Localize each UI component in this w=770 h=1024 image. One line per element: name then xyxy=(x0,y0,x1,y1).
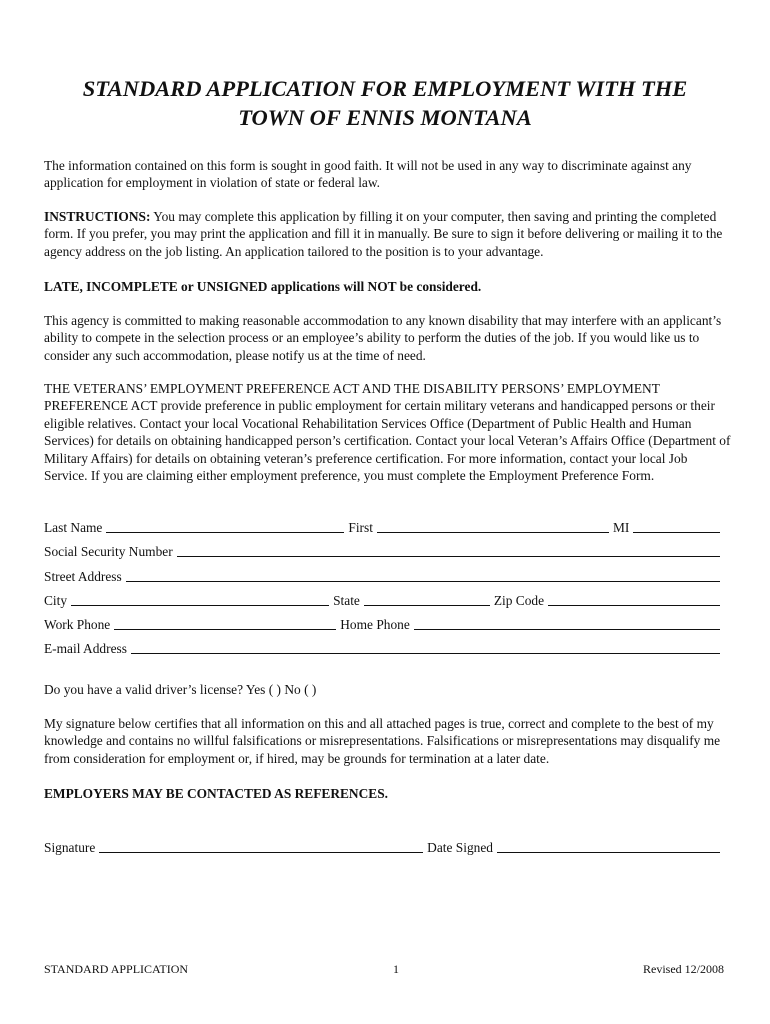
home-phone-field[interactable] xyxy=(414,617,720,630)
page-title xyxy=(0,74,770,132)
state-field[interactable] xyxy=(364,593,490,606)
late-notice: LATE, INCOMPLETE or UNSIGNED applications will NOT be considered. xyxy=(44,279,482,294)
home-phone-label: Home Phone xyxy=(340,617,410,632)
city-label: City xyxy=(44,593,68,608)
intro-paragraph: The information contained on this form is sought in good faith. It will not be used in any way to discriminate against any application for employment in violation of state or federal law. xyxy=(44,158,692,191)
name-row xyxy=(44,516,724,536)
mi-field[interactable] xyxy=(633,520,720,533)
ssn-field[interactable] xyxy=(177,544,720,557)
street-field[interactable] xyxy=(126,569,720,582)
signature-label: Signature xyxy=(44,840,96,855)
email-field[interactable] xyxy=(131,641,720,654)
zip-label: Zip Code xyxy=(493,593,545,608)
accommodation-paragraph: This agency is committed to making reasonable accommodation to any known disability that may interfere with an applicant’s ability to compete in the selection process or an employee’s ability to perform the duties of the job. If you would like us to consider any such accommodation, please notify us at the time of need. xyxy=(44,313,722,363)
signature-row xyxy=(44,836,724,856)
instructions-label: INSTRUCTIONS: xyxy=(44,209,151,224)
city-field[interactable] xyxy=(71,593,329,606)
mi-label: MI xyxy=(612,520,630,535)
email-row xyxy=(44,637,724,657)
title-line-1: STANDARD APPLICATION FOR EMPLOYMENT WITH THE xyxy=(82,76,688,101)
ssn-label: Social Security Number xyxy=(44,544,173,559)
street-label: Street Address xyxy=(44,569,122,584)
last-name-label: Last Name xyxy=(44,520,103,535)
first-name-field[interactable] xyxy=(377,520,609,533)
street-row xyxy=(44,565,724,585)
email-label: E-mail Address xyxy=(44,641,127,656)
date-signed-field[interactable] xyxy=(497,840,720,853)
phone-row xyxy=(44,613,724,633)
city-row xyxy=(44,589,724,609)
footer-left: STANDARD APPLICATION xyxy=(44,962,189,976)
license-question: Do you have a valid driver’s license? Yes ( ) No ( ) xyxy=(44,682,317,697)
veterans-paragraph: THE VETERANS’ EMPLOYMENT PREFERENCE ACT AND THE DISABILITY PERSONS’ EMPLOYMENT PREFERENCE ACT provide preference in public employment for certain military veterans and handicapped persons or their eligible relatives. Contact your local Vocational Rehabilitation Services Office (Department of Public Health and Human Services) for details on obtaining handicapped person’s certification. Contact your local Veteran’s Affairs Office (Department of Military Affairs) for details on obtaining veteran’s preference certification. For more information, contact your local Job Service. If you are claiming either employment preference, you must complete the Employment Preference Form. xyxy=(44,381,731,484)
instructions-paragraph xyxy=(44,208,734,260)
date-signed-label: Date Signed xyxy=(427,840,493,855)
employers-notice: EMPLOYERS MAY BE CONTACTED AS REFERENCES. xyxy=(44,786,388,801)
title-line-2: TOWN OF ENNIS MONTANA xyxy=(238,105,532,130)
last-name-field[interactable] xyxy=(106,520,344,533)
footer-revised: Revised 12/2008 xyxy=(643,962,724,976)
work-phone-field[interactable] xyxy=(114,617,336,630)
work-phone-label: Work Phone xyxy=(44,617,111,632)
signature-field[interactable] xyxy=(99,840,423,853)
ssn-row xyxy=(44,540,724,560)
instructions-text: You may complete this application by filling it on your computer, then saving and printing the completed form. If you prefer, you may print the application and fill it in manually. Be sure to sign it before delivering or mailing it to the agency address on the job listing. An application tailored to the position is to your advantage. xyxy=(44,209,723,259)
zip-field[interactable] xyxy=(548,593,720,606)
footer-page-number: 1 xyxy=(393,962,399,976)
state-label: State xyxy=(333,593,360,608)
first-name-label: First xyxy=(348,520,373,535)
certification-paragraph: My signature below certifies that all information on this and all attached pages is true, correct and complete to the best of my knowledge and contains no willful falsifications or misrepresentations. Falsifications or misrepresentations may disqualify me from consideration for employment or, if hired, may be grounds for termination at a later date. xyxy=(44,716,721,766)
